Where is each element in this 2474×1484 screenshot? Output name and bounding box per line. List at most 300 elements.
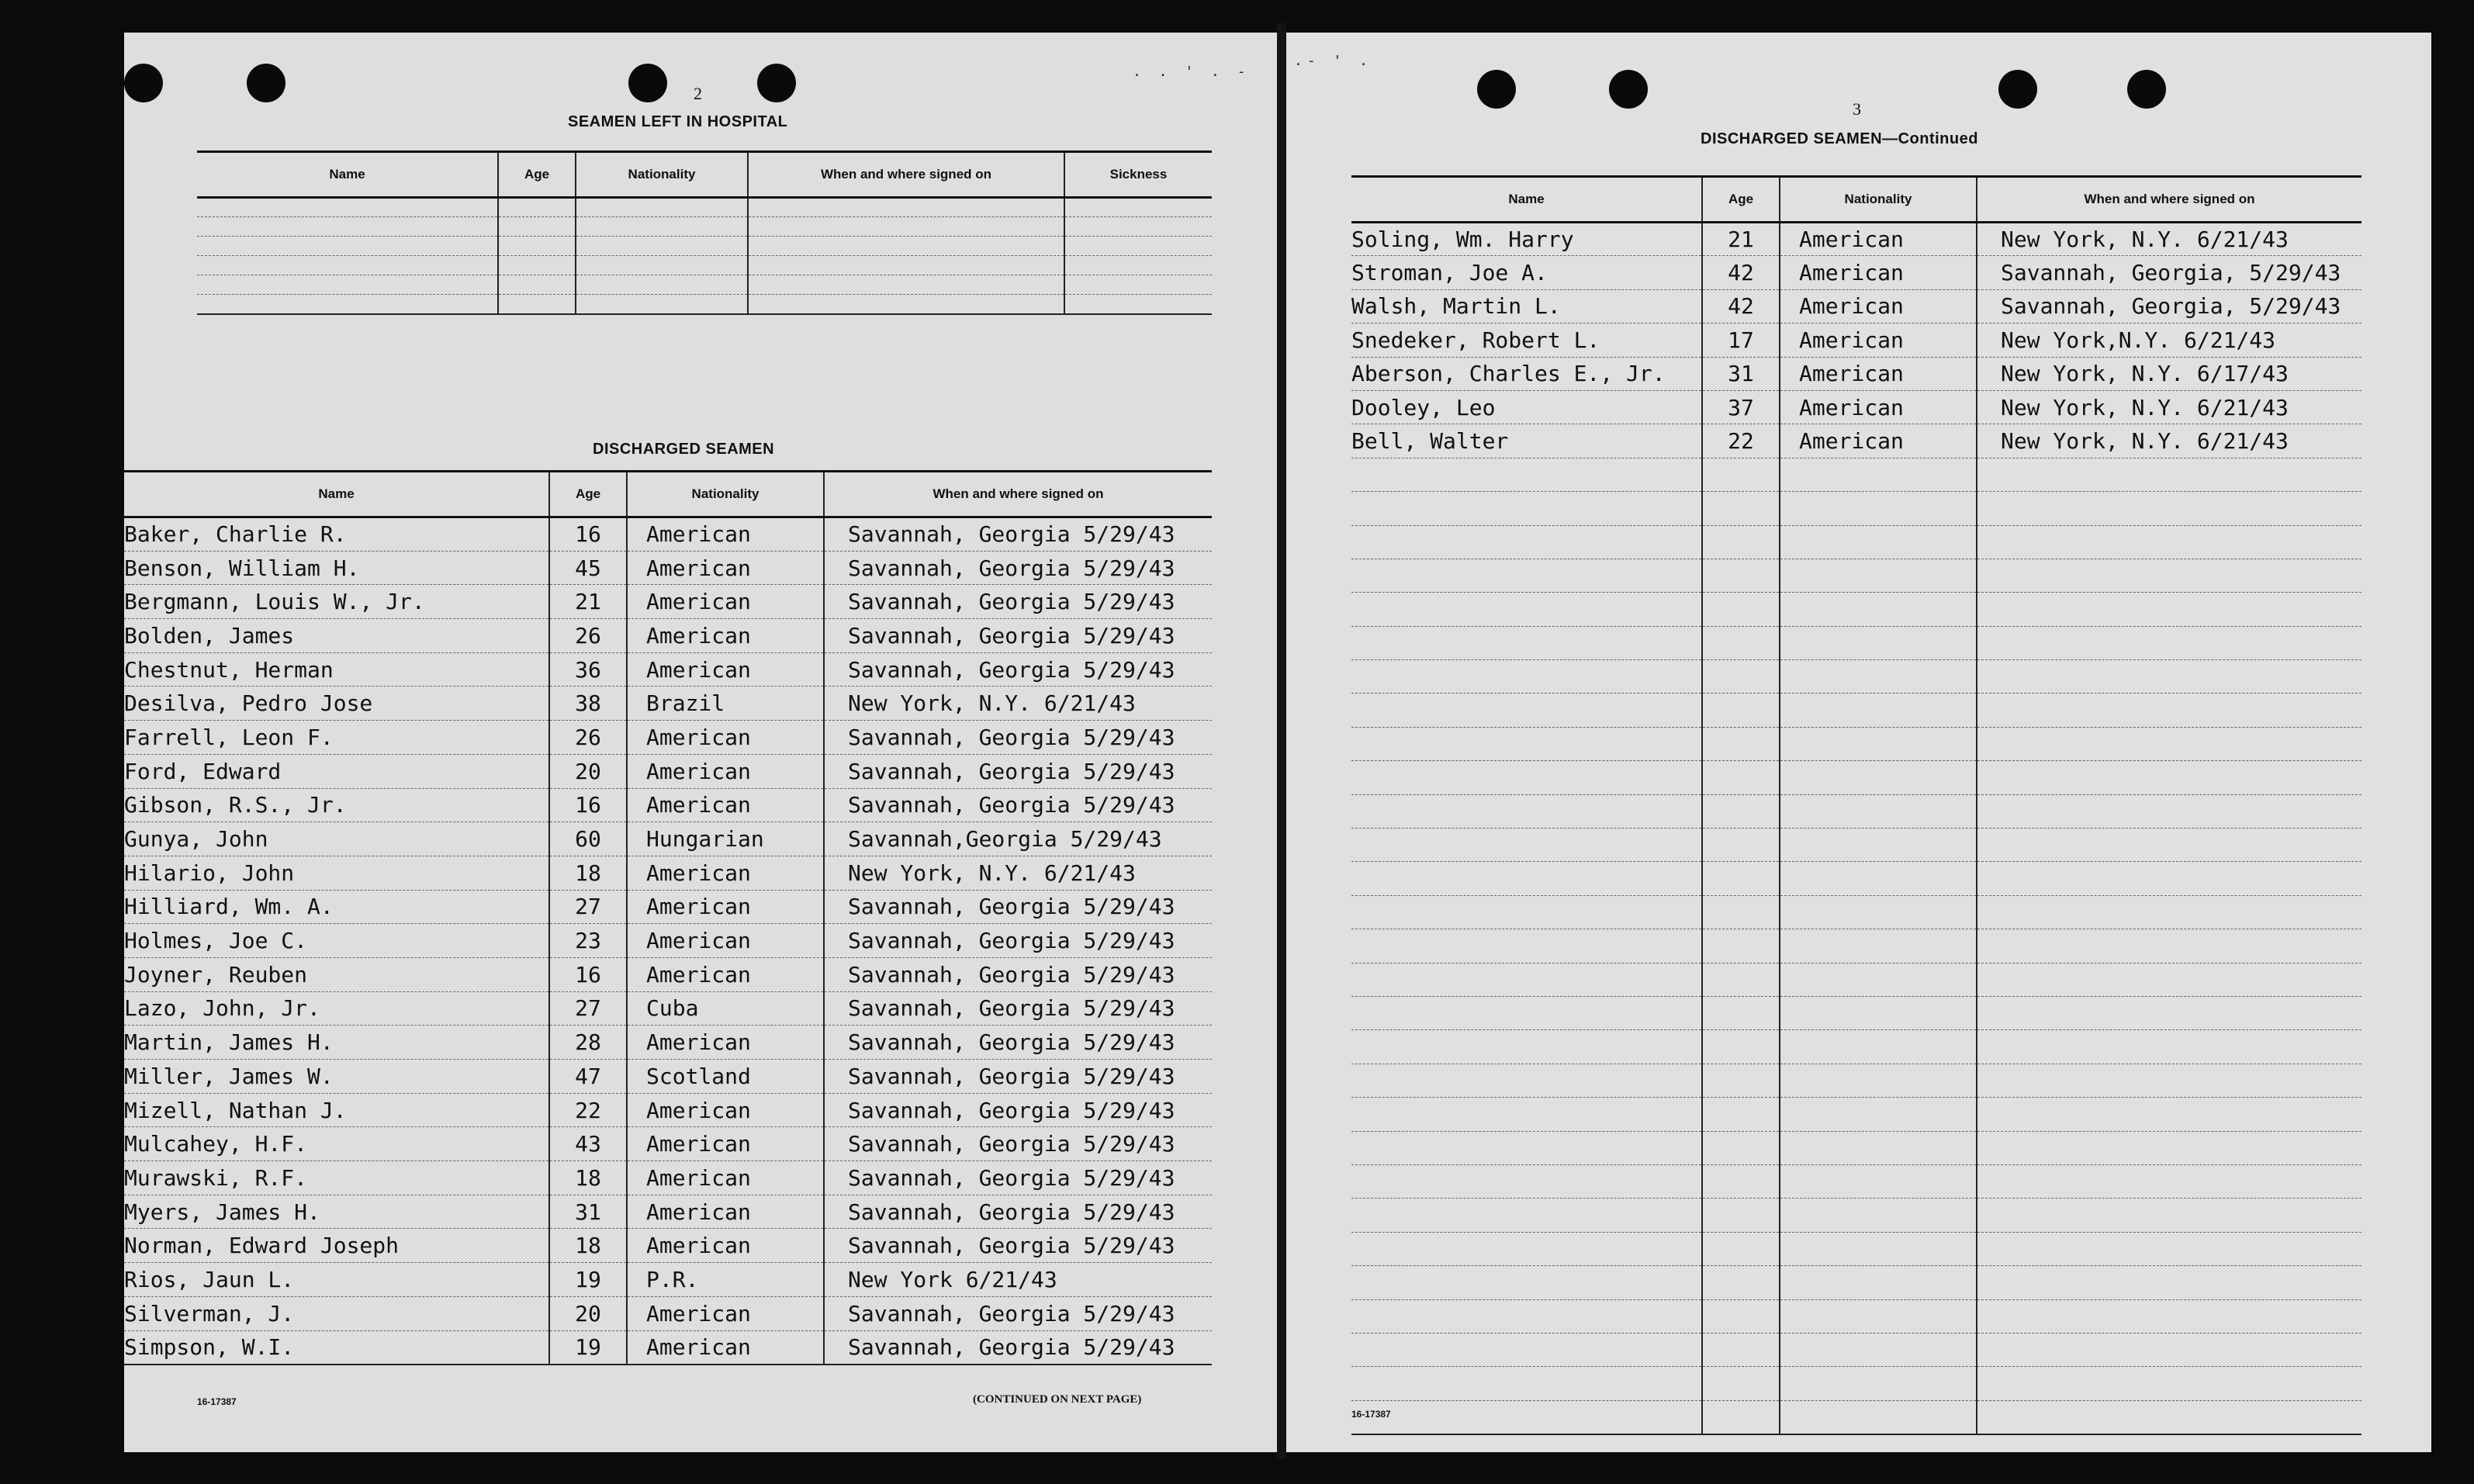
hospital-table <box>197 150 1212 315</box>
empty-cell <box>1780 525 1977 559</box>
name-cell: Stroman, Joe A. <box>1351 256 1702 289</box>
empty-cell <box>1064 217 1212 237</box>
signed-on-cell: Savannah, Georgia 5/29/43 <box>824 1161 1212 1195</box>
age-cell: 31 <box>1702 357 1780 390</box>
age-cell: 27 <box>549 890 627 924</box>
nationality-cell: American <box>627 652 824 687</box>
table-row <box>124 1026 1212 1060</box>
empty-cell <box>1780 1333 1977 1366</box>
table-row <box>124 721 1212 755</box>
empty-cell <box>1351 1367 1702 1400</box>
empty-cell <box>1977 761 2362 794</box>
empty-cell <box>197 217 498 237</box>
age-cell: 16 <box>549 957 627 991</box>
empty-cell <box>1977 1266 2362 1299</box>
empty-cell <box>1977 794 2362 828</box>
name-cell: Hilario, John <box>124 856 549 890</box>
name-cell: Aberson, Charles E., Jr. <box>1351 357 1702 390</box>
page-number: 2 <box>694 84 702 103</box>
punch-hole <box>2127 70 2166 109</box>
empty-cell <box>1780 492 1977 525</box>
blank-row <box>1351 862 2362 895</box>
blank-row <box>1351 525 2362 559</box>
table-row <box>1351 323 2362 357</box>
nationality-cell: American <box>627 1195 824 1229</box>
empty-cell <box>498 198 576 217</box>
signed-on-cell: Savannah, Georgia 5/29/43 <box>824 1127 1212 1161</box>
punch-hole <box>124 64 163 102</box>
age-cell: 16 <box>549 788 627 822</box>
empty-cell <box>1780 727 1977 760</box>
column-header: Name <box>197 152 498 198</box>
blank-row <box>1351 458 2362 491</box>
nationality-cell: P.R. <box>627 1263 824 1297</box>
empty-cell <box>1064 256 1212 275</box>
table-row <box>124 652 1212 687</box>
nationality-cell: American <box>627 517 824 552</box>
empty-cell <box>1780 929 1977 963</box>
signed-on-cell: Savannah,Georgia 5/29/43 <box>824 822 1212 856</box>
empty-cell <box>1702 895 1780 929</box>
table-row <box>124 517 1212 552</box>
empty-cell <box>1351 727 1702 760</box>
blank-row <box>1351 660 2362 694</box>
right-discharged-table <box>1351 175 2362 1435</box>
punch-hole <box>757 64 796 102</box>
signed-on-cell: Savannah, Georgia, 5/29/43 <box>1977 256 2362 289</box>
empty-cell <box>1702 559 1780 592</box>
empty-cell <box>1977 626 2362 659</box>
nationality-cell: American <box>627 788 824 822</box>
signed-on-cell: New York, N.Y. 6/21/43 <box>1977 223 2362 256</box>
empty-cell <box>197 295 498 314</box>
empty-cell <box>1780 1400 1977 1434</box>
age-cell: 37 <box>1702 390 1780 424</box>
empty-cell <box>1977 694 2362 727</box>
blank-row <box>1351 963 2362 996</box>
empty-cell <box>1702 996 1780 1029</box>
signed-on-cell: Savannah, Georgia 5/29/43 <box>824 890 1212 924</box>
column-header: Name <box>124 472 549 517</box>
empty-cell <box>197 198 498 217</box>
signed-on-cell: New York, N.Y. 6/21/43 <box>824 687 1212 721</box>
empty-cell <box>1977 1232 2362 1265</box>
empty-cell <box>1351 1030 1702 1064</box>
empty-cell <box>498 275 576 295</box>
empty-cell <box>1351 1333 1702 1366</box>
column-header: When and where signed on <box>1977 177 2362 223</box>
empty-cell <box>1351 1266 1702 1299</box>
table-row <box>124 1229 1212 1263</box>
empty-cell <box>1780 761 1977 794</box>
table-row <box>124 1296 1212 1330</box>
age-cell: 20 <box>549 754 627 788</box>
empty-cell <box>1702 1333 1780 1366</box>
table-row <box>124 856 1212 890</box>
empty-cell <box>1351 828 1702 862</box>
empty-cell <box>1780 660 1977 694</box>
age-cell: 23 <box>549 924 627 958</box>
empty-cell <box>1977 492 2362 525</box>
empty-cell <box>1351 929 1702 963</box>
empty-cell <box>1780 862 1977 895</box>
empty-cell <box>1702 1232 1780 1265</box>
empty-cell <box>576 237 748 256</box>
empty-cell <box>1351 1064 1702 1097</box>
column-header: Age <box>549 472 627 517</box>
nationality-cell: American <box>627 754 824 788</box>
age-cell: 38 <box>549 687 627 721</box>
nationality-cell: American <box>1780 256 1977 289</box>
table-row <box>124 1263 1212 1297</box>
empty-cell <box>1977 1030 2362 1064</box>
column-header: Age <box>498 152 576 198</box>
column-header: Sickness <box>1064 152 1212 198</box>
empty-cell <box>748 237 1064 256</box>
form-number: 16-17387 <box>1351 1409 1391 1420</box>
nationality-cell: American <box>627 721 824 755</box>
name-cell: Desilva, Pedro Jose <box>124 687 549 721</box>
blank-row <box>1351 828 2362 862</box>
empty-cell <box>1702 1030 1780 1064</box>
empty-cell <box>1702 727 1780 760</box>
name-cell: Baker, Charlie R. <box>124 517 549 552</box>
table-row <box>124 890 1212 924</box>
name-cell: Bergmann, Louis W., Jr. <box>124 585 549 619</box>
blank-row <box>197 256 1212 275</box>
empty-cell <box>1351 761 1702 794</box>
empty-cell <box>197 256 498 275</box>
empty-cell <box>1780 458 1977 491</box>
page-number: 3 <box>1853 99 1861 119</box>
nationality-cell: American <box>627 1127 824 1161</box>
empty-cell <box>1780 794 1977 828</box>
empty-cell <box>1780 1131 1977 1164</box>
signed-on-cell: Savannah, Georgia 5/29/43 <box>824 991 1212 1026</box>
name-cell: Mulcahey, H.F. <box>124 1127 549 1161</box>
empty-cell <box>1977 1333 2362 1366</box>
empty-cell <box>1351 1232 1702 1265</box>
name-cell: Walsh, Martin L. <box>1351 289 1702 323</box>
signed-on-cell: Savannah, Georgia 5/29/43 <box>824 1060 1212 1094</box>
empty-cell <box>1780 1164 1977 1198</box>
empty-cell <box>197 237 498 256</box>
nationality-cell: American <box>627 1229 824 1263</box>
empty-cell <box>1351 1400 1702 1434</box>
blank-row <box>1351 1333 2362 1366</box>
nationality-cell: American <box>1780 323 1977 357</box>
empty-cell <box>1064 237 1212 256</box>
empty-cell <box>1780 626 1977 659</box>
empty-cell <box>1702 593 1780 626</box>
empty-cell <box>1780 593 1977 626</box>
form-number: 16-17387 <box>197 1396 237 1407</box>
empty-cell <box>748 198 1064 217</box>
name-cell: Murawski, R.F. <box>124 1161 549 1195</box>
empty-cell <box>748 275 1064 295</box>
signed-on-cell: Savannah, Georgia 5/29/43 <box>824 924 1212 958</box>
name-cell: Martin, James H. <box>124 1026 549 1060</box>
table-row <box>124 551 1212 585</box>
empty-cell <box>1977 929 2362 963</box>
nationality-cell: American <box>1780 289 1977 323</box>
empty-cell <box>1351 492 1702 525</box>
column-header: When and where signed on <box>748 152 1064 198</box>
age-cell: 21 <box>1702 223 1780 256</box>
discharged-section-title: DISCHARGED SEAMEN <box>593 441 775 458</box>
empty-cell <box>498 295 576 314</box>
empty-cell <box>1780 1299 1977 1333</box>
empty-cell <box>1977 1199 2362 1232</box>
signed-on-cell: Savannah, Georgia 5/29/43 <box>824 754 1212 788</box>
blank-row <box>1351 996 2362 1029</box>
empty-cell <box>1977 895 2362 929</box>
name-cell: Chestnut, Herman <box>124 652 549 687</box>
empty-cell <box>1351 559 1702 592</box>
empty-cell <box>1351 458 1702 491</box>
blank-row <box>1351 492 2362 525</box>
empty-cell <box>1780 1232 1977 1265</box>
nationality-cell: Cuba <box>627 991 824 1026</box>
table-row <box>124 957 1212 991</box>
punch-hole <box>1477 70 1516 109</box>
signed-on-cell: Savannah, Georgia 5/29/43 <box>824 1026 1212 1060</box>
empty-cell <box>1702 929 1780 963</box>
empty-cell <box>1351 1199 1702 1232</box>
empty-cell <box>498 217 576 237</box>
empty-cell <box>1780 1030 1977 1064</box>
table-row <box>1351 390 2362 424</box>
punch-hole <box>247 64 285 102</box>
blank-row <box>1351 1367 2362 1400</box>
table-row <box>124 822 1212 856</box>
age-cell: 22 <box>549 1093 627 1127</box>
age-cell: 20 <box>549 1296 627 1330</box>
empty-cell <box>1780 1098 1977 1131</box>
empty-cell <box>1351 963 1702 996</box>
empty-cell <box>1351 1131 1702 1164</box>
name-cell: Myers, James H. <box>124 1195 549 1229</box>
empty-cell <box>1702 458 1780 491</box>
name-cell: Holmes, Joe C. <box>124 924 549 958</box>
empty-cell <box>748 256 1064 275</box>
left-page <box>124 33 1277 1452</box>
age-cell: 19 <box>549 1263 627 1297</box>
empty-cell <box>1977 559 2362 592</box>
empty-cell <box>1702 492 1780 525</box>
table-row <box>124 585 1212 619</box>
blank-row <box>197 275 1212 295</box>
blank-row <box>1351 626 2362 659</box>
paper-specks: .- ' . <box>1294 53 1373 69</box>
table-row <box>1351 223 2362 256</box>
empty-cell <box>1702 525 1780 559</box>
blank-row <box>1351 1299 2362 1333</box>
empty-cell <box>1977 1131 2362 1164</box>
age-cell: 26 <box>549 619 627 653</box>
age-cell: 36 <box>549 652 627 687</box>
nationality-cell: American <box>1780 357 1977 390</box>
name-cell: Mizell, Nathan J. <box>124 1093 549 1127</box>
name-cell: Ford, Edward <box>124 754 549 788</box>
blank-row <box>1351 1199 2362 1232</box>
empty-cell <box>1702 862 1780 895</box>
name-cell: Dooley, Leo <box>1351 390 1702 424</box>
empty-cell <box>1351 593 1702 626</box>
punch-hole <box>1609 70 1648 109</box>
blank-row <box>1351 593 2362 626</box>
empty-cell <box>1780 1064 1977 1097</box>
empty-cell <box>1780 895 1977 929</box>
age-cell: 27 <box>549 991 627 1026</box>
blank-row <box>197 217 1212 237</box>
blank-row <box>1351 559 2362 592</box>
signed-on-cell: New York, N.Y. 6/17/43 <box>1977 357 2362 390</box>
age-cell: 28 <box>549 1026 627 1060</box>
hospital-section-title: SEAMEN LEFT IN HOSPITAL <box>568 113 788 130</box>
name-cell: Miller, James W. <box>124 1060 549 1094</box>
nationality-cell: American <box>627 1161 824 1195</box>
name-cell: Benson, William H. <box>124 551 549 585</box>
nationality-cell: American <box>627 1330 824 1365</box>
signed-on-cell: Savannah, Georgia 5/29/43 <box>824 551 1212 585</box>
empty-cell <box>1977 1400 2362 1434</box>
empty-cell <box>1977 593 2362 626</box>
blank-row <box>197 237 1212 256</box>
signed-on-cell: Savannah, Georgia 5/29/43 <box>824 1330 1212 1365</box>
empty-cell <box>1351 862 1702 895</box>
empty-cell <box>1702 1199 1780 1232</box>
empty-cell <box>1702 1367 1780 1400</box>
continued-section-title: DISCHARGED SEAMEN—Continued <box>1701 130 1978 147</box>
signed-on-cell: New York 6/21/43 <box>824 1263 1212 1297</box>
empty-cell <box>1977 1098 2362 1131</box>
table-row <box>124 1195 1212 1229</box>
nationality-cell: American <box>1780 390 1977 424</box>
age-cell: 42 <box>1702 289 1780 323</box>
name-cell: Gunya, John <box>124 822 549 856</box>
name-cell: Bolden, James <box>124 619 549 653</box>
empty-cell <box>498 256 576 275</box>
blank-row <box>1351 794 2362 828</box>
nationality-cell: American <box>627 551 824 585</box>
nationality-cell: American <box>1780 424 1977 458</box>
empty-cell <box>748 217 1064 237</box>
empty-cell <box>1780 559 1977 592</box>
age-cell: 22 <box>1702 424 1780 458</box>
age-cell: 17 <box>1702 323 1780 357</box>
empty-cell <box>1064 198 1212 217</box>
empty-cell <box>576 275 748 295</box>
age-cell: 18 <box>549 1229 627 1263</box>
table-row <box>124 687 1212 721</box>
empty-cell <box>1702 1299 1780 1333</box>
nationality-cell: American <box>627 585 824 619</box>
signed-on-cell: Savannah, Georgia 5/29/43 <box>824 788 1212 822</box>
nationality-cell: American <box>627 1296 824 1330</box>
empty-cell <box>1351 1299 1702 1333</box>
table-row <box>1351 424 2362 458</box>
blank-row <box>197 295 1212 314</box>
name-cell: Snedeker, Robert L. <box>1351 323 1702 357</box>
blank-row <box>1351 1064 2362 1097</box>
empty-cell <box>1702 1098 1780 1131</box>
signed-on-cell: Savannah, Georgia 5/29/43 <box>824 1229 1212 1263</box>
table-row <box>124 788 1212 822</box>
age-cell: 18 <box>549 1161 627 1195</box>
empty-cell <box>1977 828 2362 862</box>
signed-on-cell: Savannah, Georgia 5/29/43 <box>824 619 1212 653</box>
name-cell: Hilliard, Wm. A. <box>124 890 549 924</box>
empty-cell <box>1977 963 2362 996</box>
signed-on-cell: Savannah, Georgia 5/29/43 <box>824 585 1212 619</box>
empty-cell <box>1351 626 1702 659</box>
age-cell: 16 <box>549 517 627 552</box>
age-cell: 19 <box>549 1330 627 1365</box>
empty-cell <box>197 275 498 295</box>
nationality-cell: American <box>627 924 824 958</box>
paper-specks: . . ' . - <box>1133 64 1251 80</box>
table-row <box>124 1161 1212 1195</box>
signed-on-cell: Savannah, Georgia 5/29/43 <box>824 517 1212 552</box>
continued-note: (CONTINUED ON NEXT PAGE) <box>973 1393 1142 1406</box>
empty-cell <box>1702 761 1780 794</box>
name-cell: Norman, Edward Joseph <box>124 1229 549 1263</box>
empty-cell <box>1977 525 2362 559</box>
nationality-cell: American <box>627 856 824 890</box>
empty-cell <box>1702 1064 1780 1097</box>
column-header: Nationality <box>1780 177 1977 223</box>
nationality-cell: American <box>627 890 824 924</box>
table-row <box>124 924 1212 958</box>
column-header: Nationality <box>576 152 748 198</box>
signed-on-cell: Savannah, Georgia, 5/29/43 <box>1977 289 2362 323</box>
name-cell: Simpson, W.I. <box>124 1330 549 1365</box>
name-cell: Farrell, Leon F. <box>124 721 549 755</box>
signed-on-cell: New York, N.Y. 6/21/43 <box>1977 390 2362 424</box>
punch-hole <box>628 64 667 102</box>
empty-cell <box>1351 694 1702 727</box>
discharged-table <box>124 470 1212 1365</box>
nationality-cell: American <box>627 1093 824 1127</box>
column-header: Name <box>1351 177 1702 223</box>
empty-cell <box>1702 1400 1780 1434</box>
signed-on-cell: New York, N.Y. 6/21/43 <box>824 856 1212 890</box>
signed-on-cell: Savannah, Georgia 5/29/43 <box>824 1195 1212 1229</box>
table-row <box>124 1093 1212 1127</box>
empty-cell <box>1977 727 2362 760</box>
empty-cell <box>1780 1367 1977 1400</box>
blank-row <box>1351 1266 2362 1299</box>
empty-cell <box>1351 794 1702 828</box>
empty-cell <box>1780 1266 1977 1299</box>
empty-cell <box>1977 1299 2362 1333</box>
empty-cell <box>1702 1164 1780 1198</box>
empty-cell <box>576 295 748 314</box>
signed-on-cell: New York, N.Y. 6/21/43 <box>1977 424 2362 458</box>
blank-row <box>1351 1131 2362 1164</box>
nationality-cell: American <box>627 957 824 991</box>
table-row <box>124 1330 1212 1365</box>
nationality-cell: American <box>627 619 824 653</box>
table-row <box>124 991 1212 1026</box>
empty-cell <box>1702 1131 1780 1164</box>
column-header: When and where signed on <box>824 472 1212 517</box>
empty-cell <box>1702 794 1780 828</box>
table-row <box>1351 357 2362 390</box>
table-row <box>124 619 1212 653</box>
age-cell: 60 <box>549 822 627 856</box>
